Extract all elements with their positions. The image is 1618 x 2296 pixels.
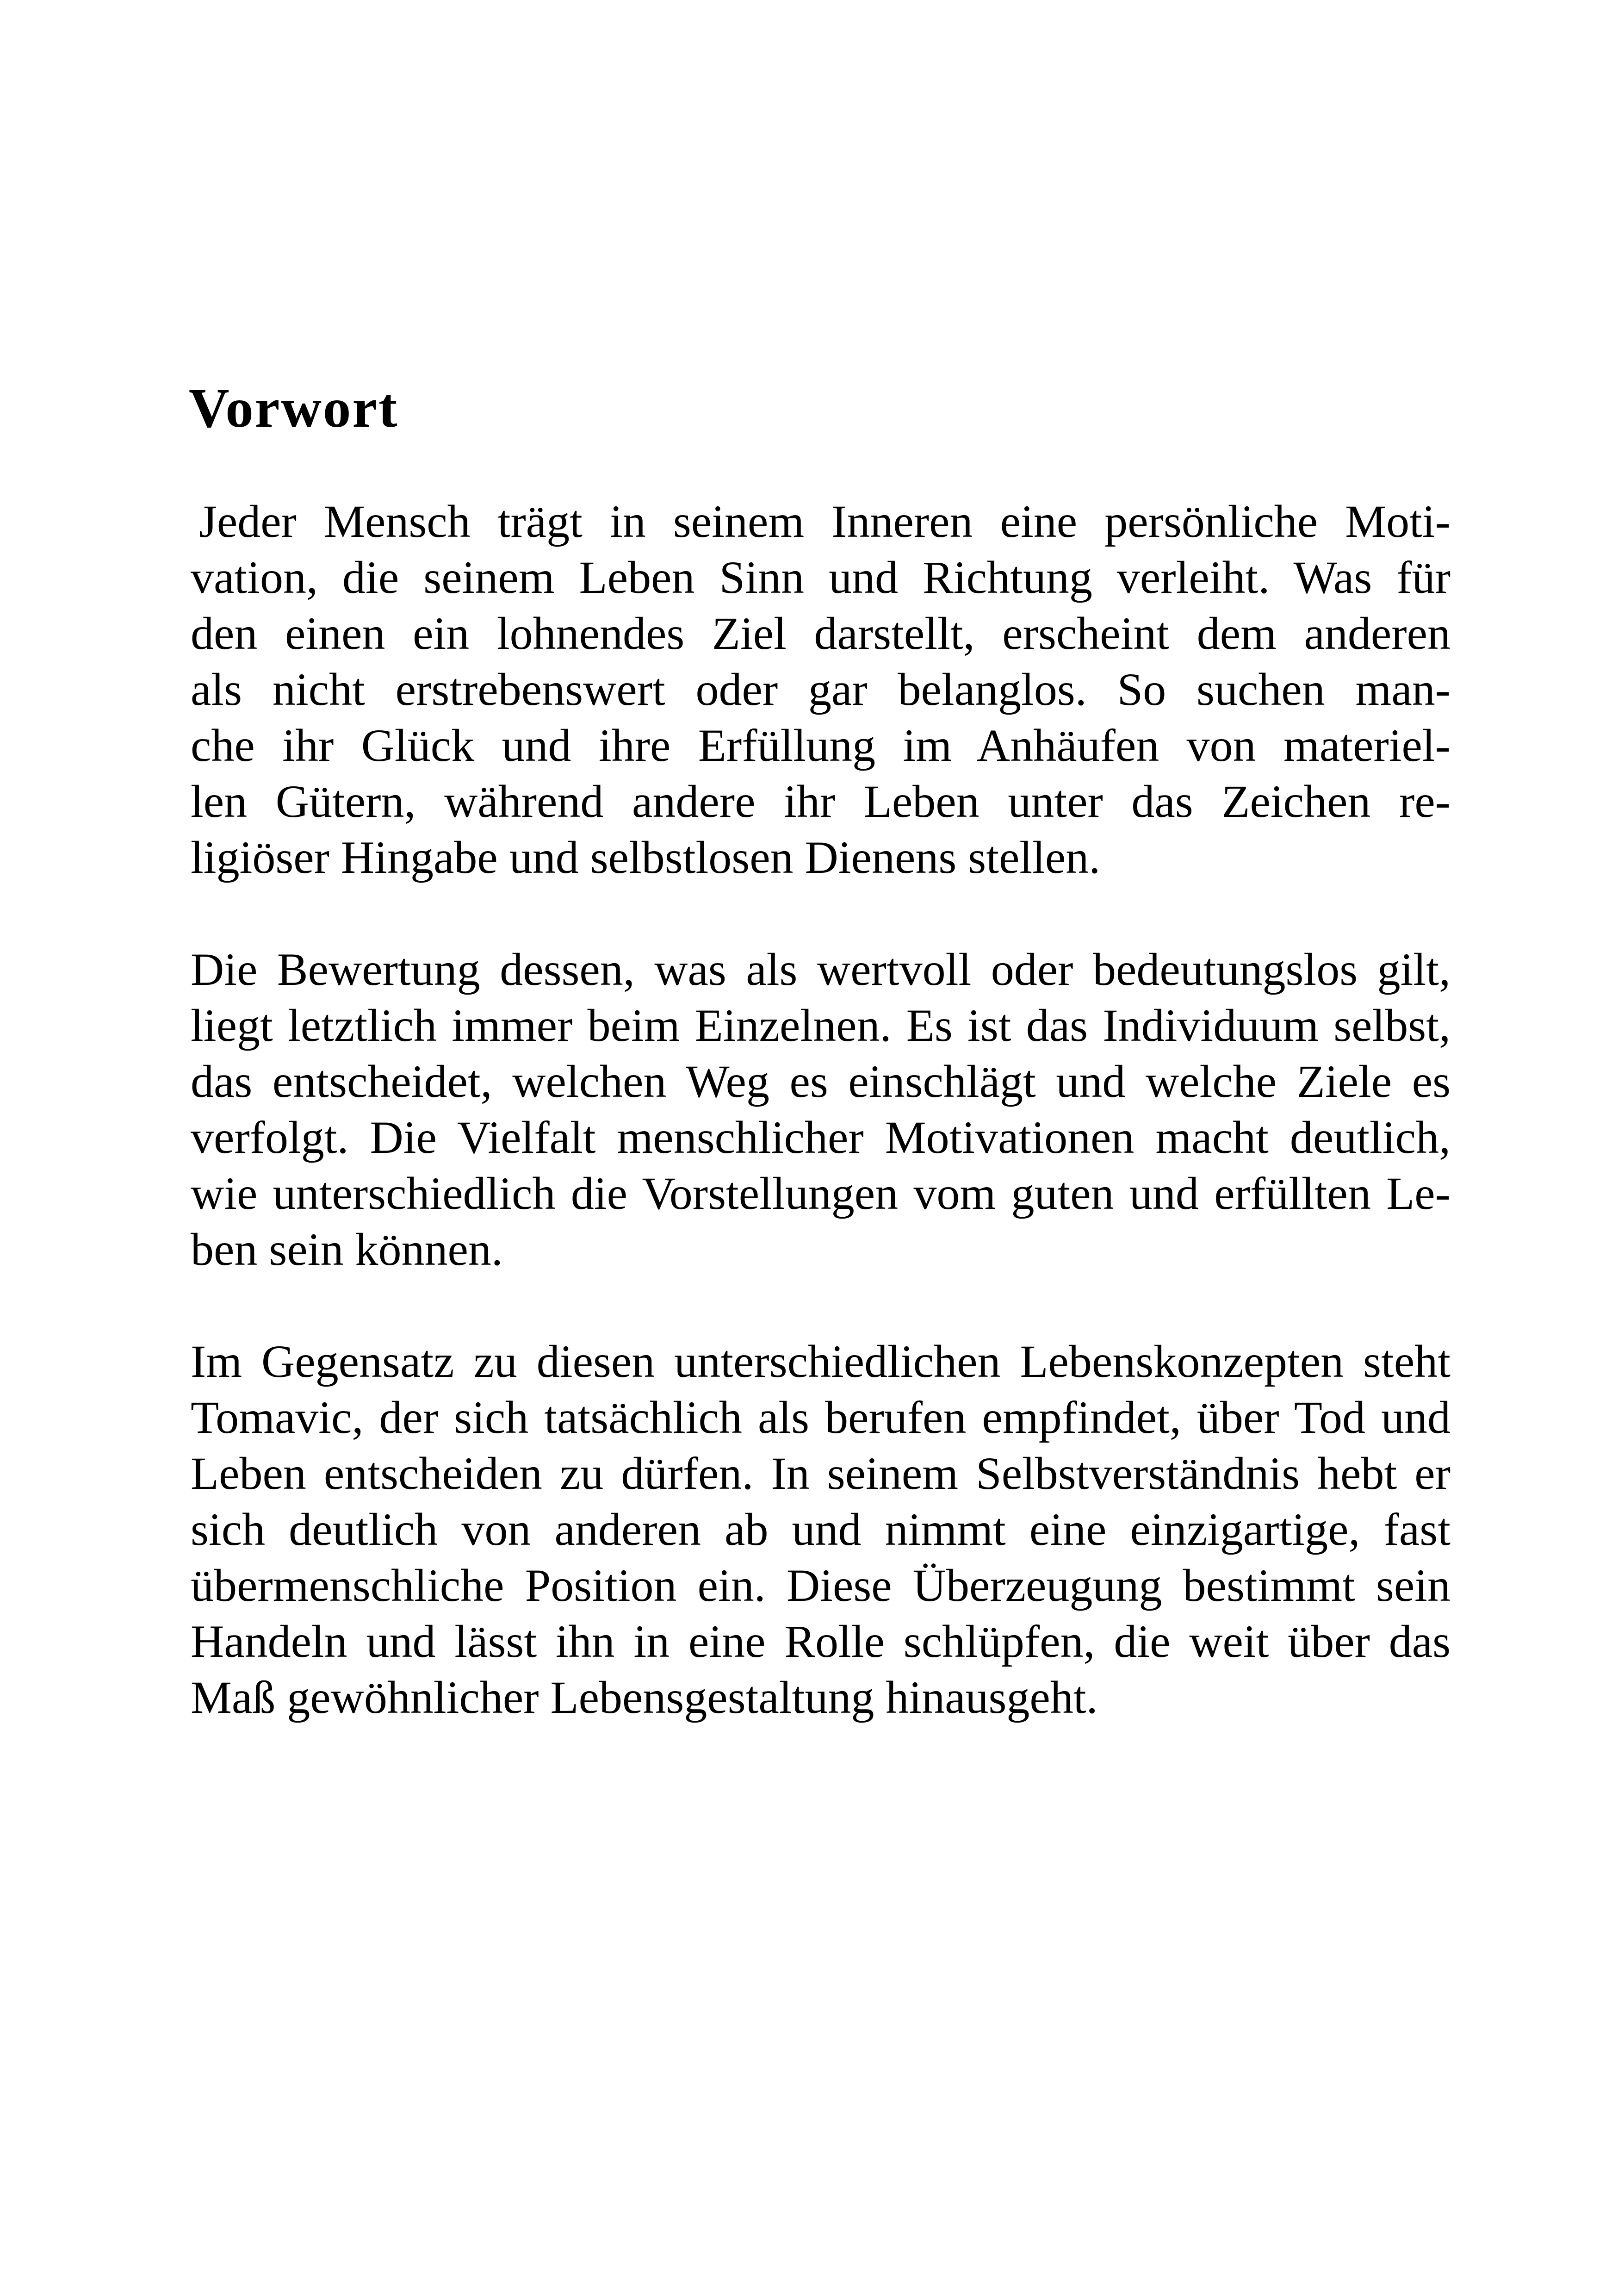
text-line: Handeln und lässt ihn in eine Rolle schlüpfen, die weit über das	[191, 1616, 1451, 1667]
text-line: che ihr Glück und ihre Erfüllung im Anhäufen von materiel-	[191, 720, 1451, 771]
page-title: Vorwort	[189, 377, 399, 439]
text-line: den einen ein lohnendes Ziel darstellt, erscheint dem anderen	[191, 608, 1451, 659]
text-line: wie unterschiedlich die Vorstellungen vom guten und erfüllten Le-	[191, 1168, 1451, 1219]
text-line: als nicht erstrebenswert oder gar belanglos. So suchen man-	[191, 664, 1451, 715]
preface-body	[191, 493, 1451, 1725]
paragraph	[191, 1333, 1451, 1725]
text-line: ligiöser Hingabe und selbstlosen Dienens stellen.	[191, 832, 1101, 883]
text-line: len Gütern, während andere ihr Leben unter das Zeichen re-	[191, 776, 1451, 827]
text-line: Im Gegensatz zu diesen unterschiedlichen Lebenskonzepten steht	[191, 1336, 1451, 1387]
text-line: Maß gewöhnlicher Lebensgestaltung hinausgeht.	[191, 1672, 1098, 1723]
paragraph	[191, 493, 1451, 885]
text-line: Leben entscheiden zu dürfen. In seinem Selbstverständnis hebt er	[191, 1448, 1451, 1499]
text-line: übermenschliche Position ein. Diese Überzeugung bestimmt sein	[191, 1560, 1451, 1611]
text-line: das entscheidet, welchen Weg es einschlägt und welche Ziele es	[191, 1056, 1451, 1107]
text-line: vation, die seinem Leben Sinn und Richtung verleiht. Was für	[191, 552, 1451, 603]
text-line: Jeder Mensch trägt in seinem Inneren eine persönliche Moti-	[199, 496, 1451, 547]
text-line: sich deutlich von anderen ab und nimmt eine einzigartige, fast	[191, 1504, 1451, 1555]
text-line: Die Bewertung dessen, was als wertvoll oder bedeutungslos gilt,	[191, 944, 1451, 995]
text-line: Tomavic, der sich tatsächlich als berufen empfindet, über Tod und	[191, 1392, 1451, 1443]
text-line: liegt letztlich immer beim Einzelnen. Es ist das Individuum selbst,	[191, 1000, 1451, 1051]
text-line: verfolgt. Die Vielfalt menschlicher Motivationen macht deutlich,	[191, 1112, 1451, 1163]
paragraph	[191, 941, 1451, 1277]
text-line: ben sein können.	[191, 1224, 503, 1275]
